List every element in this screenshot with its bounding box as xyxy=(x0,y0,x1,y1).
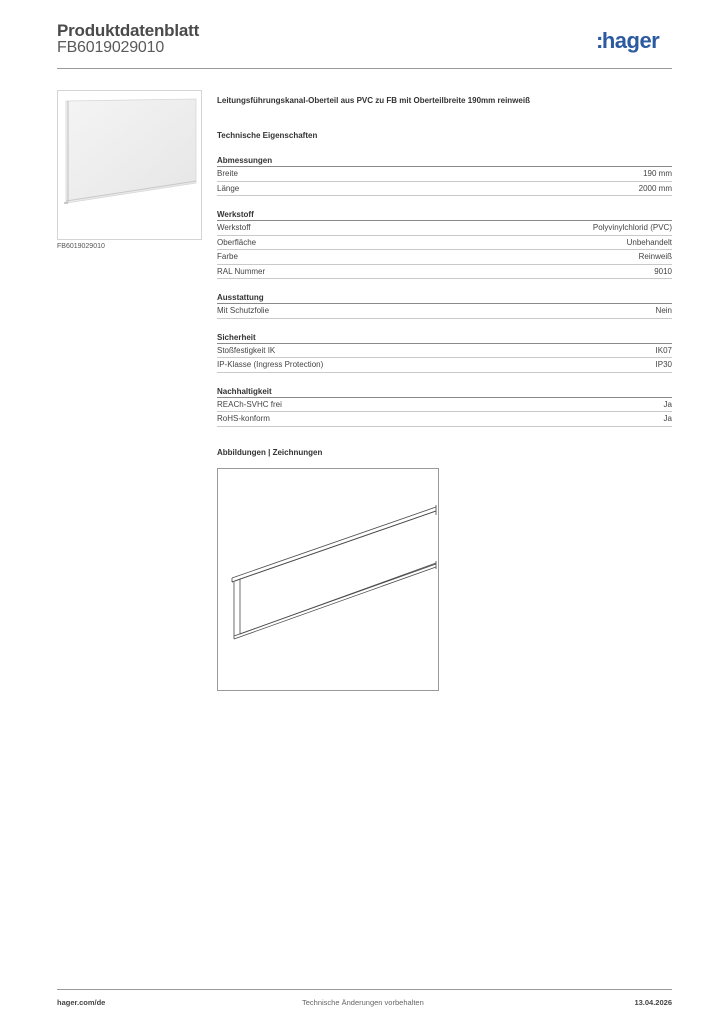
row-label: REACh-SVHC frei xyxy=(217,399,282,409)
table-row xyxy=(217,412,672,427)
row-label: Länge xyxy=(217,183,240,193)
group-title: Werkstoff xyxy=(217,209,672,221)
row-label: RoHS-konform xyxy=(217,414,270,423)
group-safety xyxy=(217,332,672,373)
row-label: IP-Klasse (Ingress Protection) xyxy=(217,360,324,369)
group-title: Sicherheit xyxy=(217,332,672,344)
row-value: Nein xyxy=(655,306,672,315)
row-value: Reinweiß xyxy=(638,252,672,261)
table-row xyxy=(217,221,672,236)
technical-data xyxy=(217,95,672,427)
product-title: Leitungsführungskanal-Oberteil aus PVC zu FB mit Oberteilbreite 190mm reinweiß xyxy=(217,96,530,105)
group-title: Ausstattung xyxy=(217,292,672,304)
table-row xyxy=(217,182,672,197)
hager-logo xyxy=(596,28,659,54)
group-dimensions xyxy=(217,155,672,196)
table-row xyxy=(217,398,672,413)
row-value: Polyvinylchlorid (PVC) xyxy=(592,223,672,232)
group-equipment xyxy=(217,292,672,319)
row-label: Stoßfestigkeit IK xyxy=(217,345,276,355)
article-number: FB6019029010 xyxy=(57,39,165,56)
row-label: Mit Schutzfolie xyxy=(217,306,270,315)
row-value: Ja xyxy=(663,414,672,423)
section-heading: Technische Eigenschaften xyxy=(217,131,318,140)
group-material xyxy=(217,209,672,279)
table-row xyxy=(217,265,672,280)
footer-date: 13.04.2026 xyxy=(634,998,672,1007)
row-value: Unbehandelt xyxy=(626,237,672,247)
row-value: Ja xyxy=(663,399,672,409)
page-title: Produktdatenblatt xyxy=(57,21,200,40)
table-row xyxy=(217,167,672,182)
group-title: Abmessungen xyxy=(217,155,672,167)
row-value: 2000 mm xyxy=(638,183,672,193)
footer-divider xyxy=(57,989,672,990)
cable-duct-drawing xyxy=(218,469,438,690)
group-sustainability xyxy=(217,386,672,427)
table-row xyxy=(217,304,672,319)
row-label: Breite xyxy=(217,169,238,178)
thumbnail-caption: FB6019029010 xyxy=(57,243,105,250)
cable-duct-cover-image xyxy=(58,91,202,240)
table-row xyxy=(217,358,672,373)
row-value: 9010 xyxy=(654,266,672,276)
logo-text: hager xyxy=(601,28,660,53)
row-label: Werkstoff xyxy=(217,223,251,232)
table-row xyxy=(217,236,672,251)
header-divider xyxy=(57,68,672,69)
footer-disclaimer: Technische Änderungen vorbehalten xyxy=(302,998,424,1007)
row-label: Farbe xyxy=(217,252,238,261)
row-value: 190 mm xyxy=(643,169,672,178)
technical-drawing xyxy=(217,468,439,691)
row-label: Oberfläche xyxy=(217,237,257,247)
logo-colon-icon: : xyxy=(596,28,603,53)
table-row xyxy=(217,344,672,359)
figures-heading: Abbildungen | Zeichnungen xyxy=(217,448,323,457)
table-row xyxy=(217,250,672,265)
group-title: Nachhaltigkeit xyxy=(217,386,672,398)
row-label: RAL Nummer xyxy=(217,266,266,276)
row-value: IP30 xyxy=(655,360,672,369)
row-value: IK07 xyxy=(655,345,672,355)
footer-website: hager.com/de xyxy=(57,998,106,1007)
product-thumbnail xyxy=(57,90,202,240)
